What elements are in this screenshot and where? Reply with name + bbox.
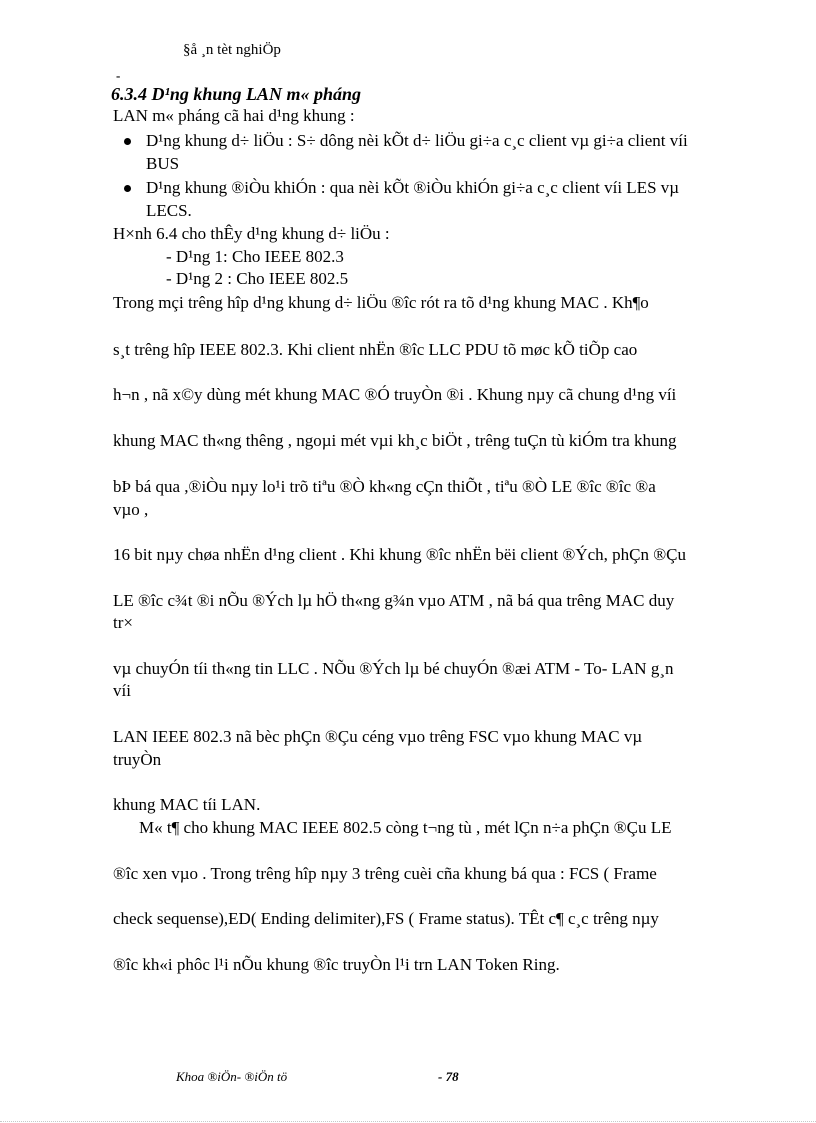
page-number: - 78 bbox=[438, 1069, 459, 1084]
body-line: tr× bbox=[113, 613, 133, 632]
bullet-item-data-line2: BUS bbox=[146, 154, 180, 173]
body-line: vµ chuyÓn tíi th«ng tin LLC . NÕu ®Ých lµ bé chuyÓn ®æi ATM - To- LAN g¸n bbox=[113, 659, 674, 678]
body-line: s¸t trêng hîp IEEE 802.3. Khi client nhËn ®îc LLC PDU tõ møc kÕ tiÕp cao bbox=[113, 340, 638, 359]
body-line: LAN IEEE 802.3 nã bèc phÇn ®Çu céng vµo trêng FSC vµo khung MAC vµ bbox=[113, 727, 643, 746]
body-line: truyÒn bbox=[113, 750, 162, 769]
bullet-dot-icon bbox=[124, 138, 131, 145]
body-line: M« t¶ cho khung MAC IEEE 802.5 còng t¬ng tù , mét lÇn n÷a phÇn ®Çu LE bbox=[139, 818, 672, 837]
bullet-item-control-line1: D¹ng khung ®iÒu khiÓn : qua nèi kÕt ®iÒu khiÓn gi÷a c¸c client víi LES vµ bbox=[146, 178, 680, 197]
body-line: khung MAC tíi LAN. bbox=[113, 795, 261, 814]
intro-text: LAN m« pháng cã hai d¹ng khung : bbox=[113, 106, 355, 125]
body-line: 16 bit nµy chøa nhËn d¹ng client . Khi khung ®îc nhËn bëi client ®Ých, phÇn ®Çu bbox=[113, 545, 687, 564]
body-line: bÞ bá qua ,®iÒu nµy lo¹i trõ tiªu ®Ò kh«ng cÇn thiÕt , tiªu ®Ò LE ®îc ®îc ®a bbox=[113, 477, 656, 496]
body-line: vµo , bbox=[113, 500, 149, 519]
body-line: ®îc xen vµo . Trong trêng hîp nµy 3 trêng cuèi cña khung bá qua : FCS ( Frame bbox=[113, 864, 657, 883]
bullet-dot-icon bbox=[124, 185, 131, 192]
body-line: h¬n , nã x©y dùng mét khung MAC ®Ó truyÒn ®i . Khung nµy cã chung d¹ng víi bbox=[113, 385, 677, 404]
section-title: 6.3.4 D¹ng khung LAN m« pháng bbox=[111, 84, 361, 104]
bullet-item-control-line2: LECS. bbox=[146, 201, 192, 220]
page-bottom-rule bbox=[0, 1121, 816, 1122]
body-line: LE ®îc c¾t ®i nÕu ®Ých lµ hÖ th«ng g¾n vµo ATM , nã bá qua trêng MAC duy bbox=[113, 591, 675, 610]
running-header: §å ¸n tèt nghiÖp bbox=[183, 42, 281, 58]
sublist-item: - D¹ng 1: Cho IEEE 802.3 bbox=[166, 247, 344, 266]
body-line: víi bbox=[113, 681, 131, 700]
footer-department: Khoa ®iÖn- ®iÖn tö bbox=[176, 1069, 288, 1084]
body-line: khung MAC th«ng thêng , ngoµi mét vµi kh¸c biÖt , trêng tuÇn tù kiÓm tra khung bbox=[113, 431, 677, 450]
sublist-item: - D¹ng 2 : Cho IEEE 802.5 bbox=[166, 269, 349, 288]
bullet-item-data-line1: D¹ng khung d÷ liÖu : S÷ dông nèi kÕt d÷ liÖu gi÷a c¸c client vµ gi÷a client víi bbox=[146, 131, 688, 150]
body-line: check sequense),ED( Ending delimiter),FS ( Frame status). TÊt c¶ c¸c trêng nµy bbox=[113, 909, 659, 928]
section-marker: - bbox=[116, 68, 121, 83]
figure-reference: H×nh 6.4 cho thÊy d¹ng khung d÷ liÖu : bbox=[113, 224, 390, 243]
body-line: Trong mçi trêng hîp d¹ng khung d÷ liÖu ®îc rót ra tõ d¹ng khung MAC . Kh¶o bbox=[113, 293, 649, 312]
body-line: ®îc kh«i phôc l¹i nÕu khung ®îc truyÒn l¹i trn LAN Token Ring. bbox=[113, 955, 560, 974]
